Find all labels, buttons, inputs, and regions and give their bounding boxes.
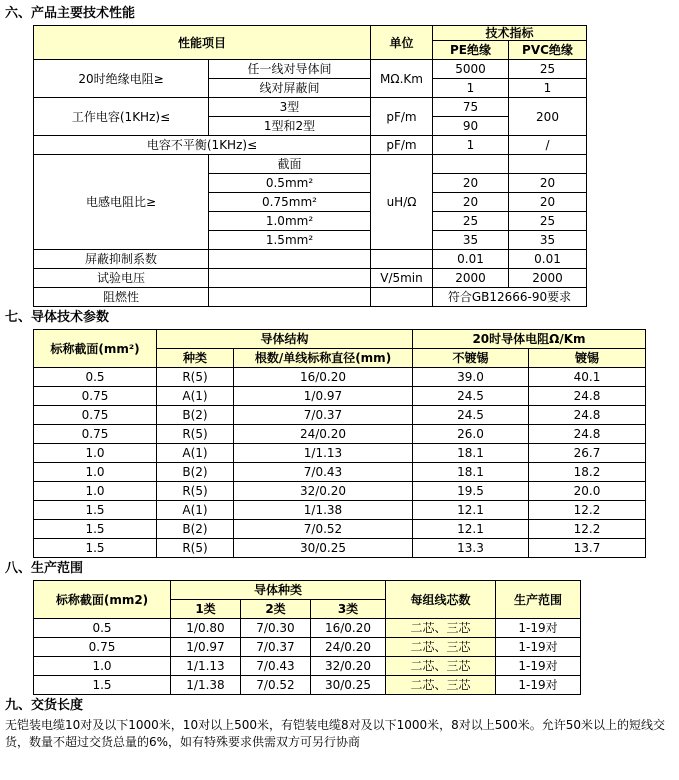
table-cell: 18.2: [529, 463, 646, 482]
row-label-lr-ratio: 电感电阻比≥: [34, 155, 209, 250]
table-cell: 1-19对: [496, 657, 581, 676]
table-cell: A(1): [157, 501, 234, 520]
table-cell: 7/0.52: [241, 676, 311, 695]
table-cell: 18.1: [413, 444, 529, 463]
table-cell: 39.0: [413, 368, 529, 387]
unit-cell: pF/m: [371, 136, 433, 155]
table-cell: 24/0.20: [234, 425, 413, 444]
table-row: [34, 60, 587, 79]
empty-cell: [371, 250, 433, 269]
table-row: [34, 520, 646, 539]
row-label-flame: 阻燃性: [34, 288, 209, 307]
conductor-table: [33, 329, 646, 558]
value-cell-flame: 符合GB12666-90要求: [433, 288, 587, 307]
column-header-structure: 导体结构: [157, 330, 413, 349]
table-cell: 7/0.37: [241, 638, 311, 657]
table-cell: 1.0: [34, 463, 157, 482]
table-cell: A(1): [157, 444, 234, 463]
table-cell: 7/0.43: [241, 657, 311, 676]
table-cell: 24.8: [529, 387, 646, 406]
table-cell: B(2): [157, 406, 234, 425]
column-header-tinned: 镀锡: [529, 349, 646, 368]
table-cell: 0.75: [34, 425, 157, 444]
table-cell: 32/0.20: [234, 482, 413, 501]
table-cell: 0.75: [34, 387, 157, 406]
section-6-title: 六、产品主要技术性能: [5, 6, 136, 21]
value-cell: 25: [509, 60, 587, 79]
unit-cell: MΩ.Km: [371, 60, 433, 98]
sub-label: 0.5mm²: [209, 174, 371, 193]
table-cell: 24.8: [529, 406, 646, 425]
table-cell: 1/1.38: [171, 676, 241, 695]
table-cell: 二芯、三芯: [386, 657, 496, 676]
table-row: [34, 387, 646, 406]
conductor-table-body: [34, 368, 646, 558]
sub-label: 3型: [209, 98, 371, 117]
sub-label: 任一线对导体间: [209, 60, 371, 79]
column-header-kind-2: 2类: [241, 600, 311, 619]
table-cell: 1/0.97: [234, 387, 413, 406]
value-cell: 35: [433, 231, 509, 250]
table-row: [34, 368, 646, 387]
table-cell: B(2): [157, 520, 234, 539]
table-cell: 30/0.25: [234, 539, 413, 558]
table-cell: 12.1: [413, 501, 529, 520]
table-row: [34, 638, 581, 657]
table-row: [34, 619, 581, 638]
table-cell: 30/0.25: [311, 676, 386, 695]
table-cell: 1.0: [34, 482, 157, 501]
table-row: [34, 463, 646, 482]
value-cell: 200: [509, 98, 587, 136]
table-row: [34, 539, 646, 558]
value-cell: 75: [433, 98, 509, 117]
sub-label: 0.75mm²: [209, 193, 371, 212]
table-cell: 18.1: [413, 463, 529, 482]
table-row: [34, 406, 646, 425]
column-header-section: 标称截面(mm2): [34, 581, 171, 619]
table-cell: 1.0: [34, 657, 171, 676]
sub-label: 线对屏蔽间: [209, 79, 371, 98]
section-8-title: 八、生产范围: [5, 561, 84, 576]
table-row: [34, 425, 646, 444]
table-cell: 40.1: [529, 368, 646, 387]
table-cell: 20.0: [529, 482, 646, 501]
table-cell: 7/0.52: [234, 520, 413, 539]
column-header-kinds: 导体种类: [171, 581, 386, 600]
sub-label: 1.5mm²: [209, 231, 371, 250]
empty-cell: [209, 288, 371, 307]
table-cell: 12.2: [529, 520, 646, 539]
table-cell: 7/0.37: [234, 406, 413, 425]
empty-cell: [209, 269, 371, 288]
table-cell: 24.8: [529, 425, 646, 444]
table-cell: 12.1: [413, 520, 529, 539]
value-cell: 5000: [433, 60, 509, 79]
table-cell: 1.5: [34, 501, 157, 520]
column-header-resistance: 20时导体电阻Ω/Km: [413, 330, 646, 349]
row-label-shield: 屏蔽抑制系数: [34, 250, 209, 269]
table-cell: 0.5: [34, 368, 157, 387]
value-cell: 0.01: [433, 250, 509, 269]
table-cell: 24.5: [413, 387, 529, 406]
performance-table: [33, 25, 587, 307]
table-cell: 24/0.20: [311, 638, 386, 657]
empty-cell: [209, 250, 371, 269]
table-cell: B(2): [157, 463, 234, 482]
table-row: [34, 501, 646, 520]
table-cell: 1.5: [34, 539, 157, 558]
table-cell: 7/0.30: [241, 619, 311, 638]
empty-cell: [509, 155, 587, 174]
table-cell: 二芯、三芯: [386, 676, 496, 695]
table-row: [34, 444, 646, 463]
value-cell: 90: [433, 117, 509, 136]
table-cell: R(5): [157, 425, 234, 444]
section-9-title: 九、交货长度: [5, 698, 84, 713]
column-header-item: 性能项目: [34, 26, 371, 60]
empty-cell: [433, 155, 509, 174]
unit-cell: pF/m: [371, 98, 433, 136]
value-cell: 25: [433, 212, 509, 231]
table-row: [34, 98, 587, 117]
table-row: [34, 155, 587, 174]
table-cell: 二芯、三芯: [386, 638, 496, 657]
value-cell: 20: [433, 193, 509, 212]
table-row: [34, 657, 581, 676]
sub-label: 1.0mm²: [209, 212, 371, 231]
table-row: [34, 482, 646, 501]
table-cell: A(1): [157, 387, 234, 406]
table-cell: R(5): [157, 368, 234, 387]
table-cell: 32/0.20: [311, 657, 386, 676]
header-row: [34, 330, 646, 349]
unit-cell: V/5min: [371, 269, 433, 288]
value-cell: 25: [509, 212, 587, 231]
row-label-unbalance: 电容不平衡(1KHz)≤: [34, 136, 371, 155]
table-cell: 0.75: [34, 406, 157, 425]
table-cell: 7/0.43: [234, 463, 413, 482]
table-cell: R(5): [157, 539, 234, 558]
table-cell: 1/1.38: [234, 501, 413, 520]
table-row: [34, 288, 587, 307]
table-cell: R(5): [157, 482, 234, 501]
table-cell: 26.0: [413, 425, 529, 444]
column-header-kind-3: 3类: [311, 600, 386, 619]
value-cell: /: [509, 136, 587, 155]
table-cell: 13.3: [413, 539, 529, 558]
table-cell: 0.75: [34, 638, 171, 657]
column-header-pe: PE绝缘: [433, 41, 509, 60]
column-header-untinned: 不镀锡: [413, 349, 529, 368]
table-cell: 1.5: [34, 676, 171, 695]
value-cell: 2000: [433, 269, 509, 288]
value-cell: 20: [509, 174, 587, 193]
empty-cell: [371, 288, 433, 307]
column-header-kind: 种类: [157, 349, 234, 368]
value-cell: 1: [509, 79, 587, 98]
row-label-insulation: 20时绝缘电阻≥: [34, 60, 209, 98]
value-cell: 20: [433, 174, 509, 193]
table-cell: 12.2: [529, 501, 646, 520]
table-row: [34, 136, 587, 155]
table-cell: 1/0.80: [171, 619, 241, 638]
column-header-kind-1: 1类: [171, 600, 241, 619]
table-row: [34, 250, 587, 269]
table-cell: 1.0: [34, 444, 157, 463]
table-cell: 1.5: [34, 520, 157, 539]
production-table-body: [34, 619, 581, 695]
table-cell: 1/0.97: [171, 638, 241, 657]
table-cell: 16/0.20: [311, 619, 386, 638]
column-header-pvc: PVC绝缘: [509, 41, 587, 60]
production-table: [33, 580, 581, 695]
table-cell: 二芯、三芯: [386, 619, 496, 638]
value-cell: 2000: [509, 269, 587, 288]
table-cell: 19.5: [413, 482, 529, 501]
table-cell: 1/1.13: [171, 657, 241, 676]
table-row: [34, 676, 581, 695]
delivery-length-text: 无铠装电缆10对及以下1000米，10对以上500米，有铠装电缆8对及以下1000米，8对以上500米。允许50米以上的短线交货，数量不超过交货总量的6%，如有特殊要求供需双方可另行协商: [5, 718, 665, 749]
table-cell: 0.5: [34, 619, 171, 638]
sub-label: 1型和2型: [209, 117, 371, 136]
sub-label: 截面: [209, 155, 371, 174]
table-cell: 1-19对: [496, 619, 581, 638]
column-header-spec: 技术指标: [433, 26, 587, 41]
section-7-title: 七、导体技术参数: [5, 310, 110, 325]
table-cell: 16/0.20: [234, 368, 413, 387]
table-cell: 13.7: [529, 539, 646, 558]
unit-cell: uH/Ω: [371, 155, 433, 250]
value-cell: 35: [509, 231, 587, 250]
table-cell: 1-19对: [496, 676, 581, 695]
row-label-capacitance: 工作电容(1KHz)≤: [34, 98, 209, 136]
table-cell: 24.5: [413, 406, 529, 425]
value-cell: 20: [509, 193, 587, 212]
table-cell: 1-19对: [496, 638, 581, 657]
value-cell: 0.01: [509, 250, 587, 269]
column-header-cores: 每组线芯数: [386, 581, 496, 619]
column-header-section: 标称截面(mm²): [34, 330, 157, 368]
header-row: [34, 581, 581, 600]
value-cell: 1: [433, 79, 509, 98]
table-cell: 26.7: [529, 444, 646, 463]
column-header-unit: 单位: [371, 26, 433, 60]
column-header-diameter: 根数/单线标称直径(mm): [234, 349, 413, 368]
column-header-range: 生产范围: [496, 581, 581, 619]
table-row: [34, 269, 587, 288]
table-cell: 1/1.13: [234, 444, 413, 463]
row-label-test-voltage: 试验电压: [34, 269, 209, 288]
value-cell: 1: [433, 136, 509, 155]
header-row: [34, 26, 587, 41]
